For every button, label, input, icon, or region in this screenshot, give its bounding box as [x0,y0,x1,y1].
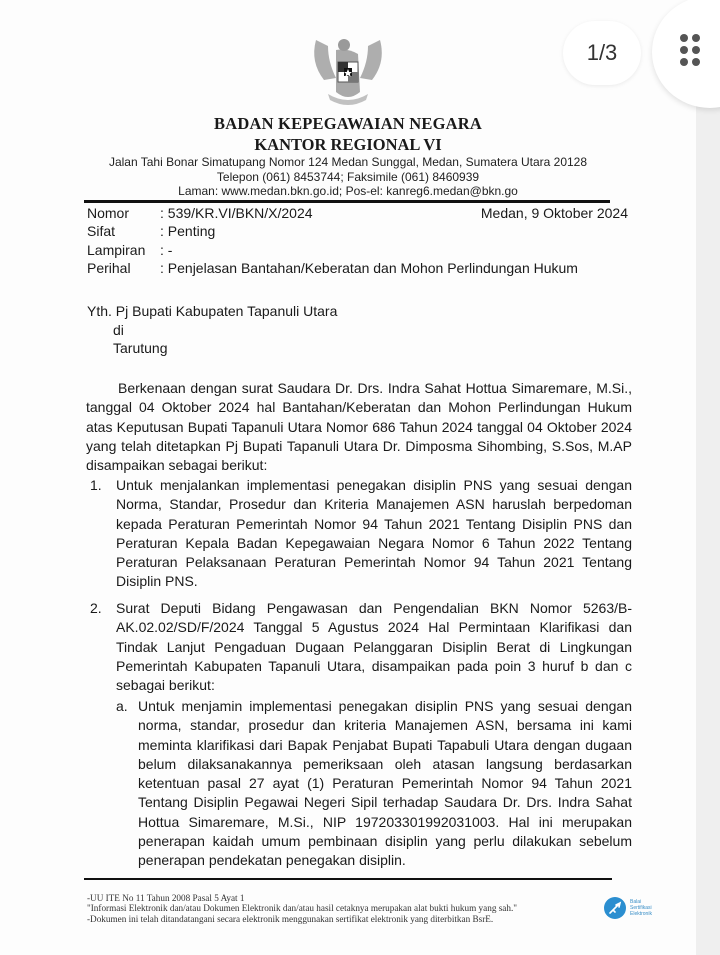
org-name: BADAN KEPEGAWAIAN NEGARA [214,114,482,133]
sub-list-item-text: Untuk menjamin implementasi penegakan disiplin PNS yang sesuai dengan norma, standar, prosedur dan kriteria Manajemen ASN, bersama ini kami meminta klarifikasi dari Bapak Penjabat Bupati Tapabuli Utara dengan dugaan belum dilaksanakannya pemeriksaan oleh atasan langsung berdasarkan ketentuan pasal 27 ayat (1) Peraturan Pemerintah Nomor 94 Tahun 2021 Tentang Disiplin Pegawai Negeri Sipil terhadap Saudara Dr. Drs. Indra Sahat Hottua Simaremare, M.Si., NIP 197203301992031003. Hal ini merupakan penerapan kaidah umum pembinaan disiplin yang perlu dilakukan sebelum penerapan pendekatan penegakan disiplin. [138,698,632,869]
sub-list-item-a [116,697,632,871]
meta-value: : Penting [160,223,216,240]
bsre-logo-text [630,899,652,917]
meta-value: : 539/KR.VI/BKN/X/2024 [160,205,313,221]
office-web-email: Laman: www.medan.bkn.go.id; Pos-el: kanreg6.medan@bkn.go [178,184,518,198]
garuda-emblem-icon [306,32,390,108]
meta-label: Nomor [87,205,130,221]
meta-label: Lampiran [87,241,146,258]
list-item-1 [90,476,632,592]
meta-row-sifat [87,222,578,240]
footer-divider [84,878,612,880]
meta-value: : Penjelasan Bantahan/Keberatan dan Mohon Perlindungan Hukum [160,259,578,276]
bsre-logo [604,897,674,923]
meta-row-perihal [87,259,578,277]
bsre-line: Balai [630,899,642,905]
footer-notice [87,893,607,924]
footer-esign-note: -Dokumen ini telah ditandatangani secara elektronik menggunakan sertifikat elektronik yang diterbitkan BsrE. [87,913,494,924]
letter-date: Medan, 9 Oktober 2024 [480,205,628,221]
list-number: 1. [90,477,102,493]
bsre-line: Sertifikasi [630,905,652,911]
bsre-line: Elektronik [630,911,652,917]
list-number: 2. [90,600,102,616]
office-phone-fax: Telepon (061) 8453744; Faksimile (061) 8460939 [216,170,480,184]
footer-law-reference: -UU ITE No 11 Tahun 2008 Pasal 5 Ayat 1 [87,893,245,903]
letterhead-divider [84,200,610,203]
list-item-text: Surat Deputi Bidang Pengawasan dan Pengendalian BKN Nomor 5263/B-AK.02.02/SD/F/2024 Tanggal 5 Agustus 2024 Hal Permintaan Klarifikasi dan Tindak Lanjut Pengaduan Dugaan Pelanggaran Disiplin Berat di Lingkungan Pemerintah Kabupaten Tapanuli Utara, disampaikan pada poin 3 huruf b dan c sebagai berikut: [116,600,632,694]
meta-label: Perihal [87,259,131,276]
bsre-key-icon [604,897,626,919]
addressee-di: di [113,321,124,338]
meta-value: : - [160,241,173,258]
footer-law-quote: "Informasi Elektronik dan/atau Dokumen Elektronik dan/atau hasil cetaknya merupakan alat bukti hukum yang sah." [87,903,518,914]
intro-paragraph: Berkenaan dengan surat Saudara Dr. Drs. Indra Sahat Hottua Simaremare, M.Si., tanggal 04 Oktober 2024 hal Bantahan/Keberatan dan Mohon Perlindungan Hukum atas Keputusan Bupati Tapanuli Utara Nomor 686 Tahun 2024 tanggal 04 Oktober 2024 yang telah ditetapkan Pj Bupati Tapanuli Utara Dr. Dimposma Sihombing, S.Sos, M.AP disampaikan sebagai berikut: [86,380,632,474]
addressee-city: Tarutung [113,340,168,356]
addressee-recipient: Yth. Pj Bupati Kabupaten Tapanuli Utara [87,303,338,319]
office-name: KANTOR REGIONAL VI [254,135,442,154]
office-address: Jalan Tahi Bonar Simatupang Nomor 124 Medan Sunggal, Medan, Sumatera Utara 20128 [108,155,588,169]
grid-dots-icon [680,34,700,68]
meta-label: Sifat [87,223,116,240]
sub-list-letter: a. [116,698,128,714]
page-counter[interactable]: 1/3 [563,21,641,85]
addressee-block [87,302,337,358]
meta-row-lampiran [87,241,578,259]
list-item-2 [90,599,632,695]
list-item-text: Untuk menjalankan implementasi penegakan disiplin PNS yang sesuai dengan Norma, Standar, Prosedur dan Kriteria Manajemen ASN haruslah berpedoman kepada Peraturan Pemerintah Nomor 94 Tahun 2021 Tentang Disiplin PNS dan Peraturan Kepala Badan Kepegawaian Negara Nomor 6 Tahun 2022 Tentang Peraturan Pelaksanaan Peraturan Pemerintah Nomor 94 Tahun 2021 Tentang Disiplin PNS. [116,477,632,590]
